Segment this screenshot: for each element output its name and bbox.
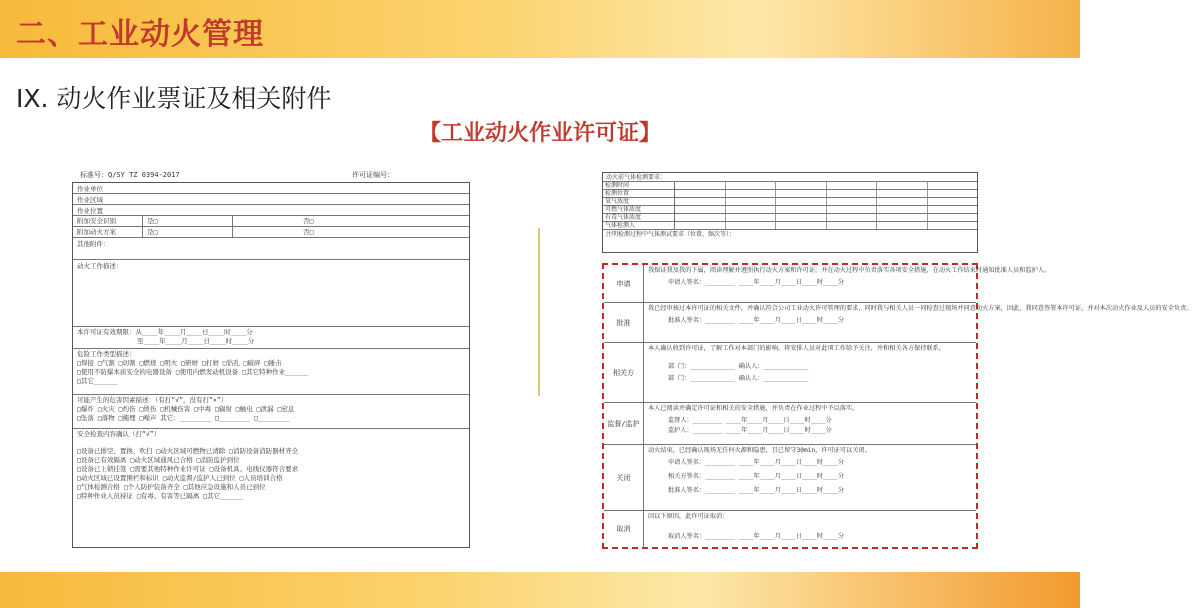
unit-label: 作业单位 [77,185,103,193]
approve-label: 批准 [604,303,644,342]
close-signature: 申请人签名：________ ____年____月____日____时____分 [668,459,845,466]
close-text: 动火结束，已经确认现场无任何火源和隐患，且已留守30min，许可证可以关闭。 [648,447,871,454]
gas-row [603,222,977,230]
gas-cell [928,198,978,205]
gas-row [603,214,977,222]
types-label: 危险工作类型描述： [77,350,136,358]
approval-row [604,511,976,547]
gas-row [603,182,977,190]
apply-label: 申请 [604,265,644,302]
gas-cell [675,214,726,221]
cancel-label: 取消 [604,511,644,547]
attach2-yes: 是□ [143,227,233,237]
gas-row-label: 检测位置 [603,190,675,197]
approve-text: 我已经审核过本许可证的相关文件，并确认符合公司工业动火许可管理的要求，同时我与相关人员一同检查过现场并同意动火方案，因此，我同意签署本许可证，并对本次动火作业及人员的安全负责。 [648,305,1193,312]
approval-row [604,343,976,403]
hazards-row: □爆炸 □火灾 □灼伤 □烫伤 □机械伤害 □中毒 □辐射 □触电 □泄漏 □窒息 [77,405,295,413]
gas-note: 注明检测过程中气体测试要求（位置、频次等）： [606,231,736,238]
gas-cell [877,190,928,197]
gas-cell [827,190,878,197]
form-row [73,216,469,227]
gas-header: 动火前气体检测要求： [603,173,977,182]
gas-cell [928,206,978,213]
gas-cell [675,182,726,189]
gas-cell [726,206,777,213]
gas-cell [827,206,878,213]
gas-cell [776,222,827,229]
gas-cell [827,182,878,189]
supervise-text: 本人已阅读并确定许可证和相关的安全措施，并负责在作业过程中予以落实。 [648,405,859,412]
related-signature: 部 门：____________ 确认人：____________ [668,375,809,382]
gas-cell [776,182,827,189]
apply-text: 我保证我及我的下属，阅读理解并遵照执行动火方案和许可证，并在动火过程中负责落实各项安全措施，在动火工作结束时通知批准人员和监护人。 [648,267,1051,274]
form-row [73,227,469,238]
gas-cell [675,206,726,213]
permit-form-table [72,182,470,548]
gas-cell [726,214,777,221]
gas-cell [877,222,928,229]
gas-row [603,198,977,206]
form-row [73,429,469,547]
permit-form-page-1 [72,170,472,550]
approval-row [604,445,976,511]
area-label: 作业区域 [77,196,103,204]
form-row [73,205,469,216]
gas-row-label: 检测时间 [603,182,675,189]
check-row: □动火区域已设置围栏和标识 □动火监督/监护人已到位 □人员培训合格 [77,474,283,482]
gas-row-label: 气体检测人 [603,222,675,229]
gas-cell [726,222,777,229]
section-title: 二、工业动火管理 [16,17,264,52]
close-label: 关闭 [604,445,644,510]
gas-cell [877,198,928,205]
form-row [73,260,469,327]
permit-number: 许可证编号： [352,171,394,179]
attach1-yes: 是□ [143,216,233,226]
attach2-label: 附加动火方案 [73,227,143,237]
gas-cell [776,198,827,205]
types-row: □其它______ [77,377,118,385]
gas-cell [827,198,878,205]
gas-cell [726,182,777,189]
permit-form-page-2 [602,172,1193,550]
approval-row [604,403,976,445]
gas-test-table [602,172,978,253]
gas-cell [877,182,928,189]
related-signature: 部 门：____________ 确认人：____________ [668,363,809,370]
gas-cell [776,190,827,197]
attach1-no: 否□ [303,217,314,225]
types-row: □焊接 □气割 □切割 □燃烧 □明火 □研磨 □打磨 □钻孔 □破碎 □锤击 [77,359,282,367]
form-row [73,349,469,395]
gas-row-label: 可燃气体浓度 [603,206,675,213]
form-row [73,183,469,194]
gas-row [603,190,977,198]
form-row [73,238,469,260]
gas-cell [827,214,878,221]
gas-row-label: 有毒气体浓度 [603,214,675,221]
gas-cell [928,190,978,197]
form-row [73,194,469,205]
other-attach-label: 其他附件： [77,240,110,248]
supervise-label: 监督/监护 [604,403,644,444]
supervise-signature: 监督人：________ ____年____月____日____时____分 [668,417,832,424]
desc-label: 动火工作描述： [77,262,123,270]
gas-row [603,206,977,214]
gas-cell [726,198,777,205]
divider-line [538,228,540,396]
gas-cell [877,206,928,213]
document-title: 【工业动火作业许可证】 [418,121,661,146]
supervise-signature: 监护人：________ ____年____月____日____时____分 [668,427,832,434]
hazards-label: 可能产生的危害因素描述：（有打“√”，没有打“×”） [77,396,228,404]
validity-line: 本许可证有效期限：从____年____月____日____时____分 [77,328,253,336]
related-label: 相关方 [604,343,644,402]
check-row: □气体检测合格 □个人防护装备齐全 □其他应急设施和人员已到位 [77,483,266,491]
check-row: □特种作业人员持证 □有毒、有害等已隔离 □其它______ [77,492,244,500]
slide-subtitle: IX. 动火作业票证及相关附件 [16,84,332,113]
approve-signature: 批准人签名：________ ____年____月____日____时____分 [668,317,845,324]
gas-cell [776,214,827,221]
cancel-text: 因以下原因，此许可证取消： [648,513,729,520]
check-label: 安全检查内容确认（打“√”） [77,430,161,438]
top-banner [0,0,1080,58]
attach2-no: 否□ [303,228,314,236]
gas-cell [827,222,878,229]
location-label: 作业位置 [77,207,103,215]
bottom-banner [0,572,1080,608]
standard-number: 标准号：Q/SY TZ 0394-2017 [80,171,180,179]
hazards-row: □坠落 □落物 □掩埋 □噪声 其它：________ □________ □________ [77,414,290,422]
approval-row [604,303,1193,343]
gas-cell [726,190,777,197]
validity-line-2: 至____年____月____日____时____分 [137,337,255,345]
cancel-signature: 取消人签名：________ ____年____月____日____时____分 [668,533,845,540]
gas-cell [776,206,827,213]
gas-cell [928,222,978,229]
related-text: 本人确认收到许可证，了解工作对本部门的影响，将安排人员对此项工作给予关注，并和相关各方保持联系。 [648,345,945,352]
form-row [73,395,469,429]
gas-cell [877,214,928,221]
form-row [73,327,469,349]
check-row: □设备已排空、置换、吹扫 □动火区域可燃物已清除 □消防设备消防器材齐全 [77,447,299,455]
types-row: □使用不防爆本质安全的电器设备 □使用内燃发动机设备 □其它特种作业______ [77,368,309,376]
close-signature: 批准人签名：________ ____年____月____日____时____分 [668,487,845,494]
approval-row [604,265,1051,303]
gas-cell [675,190,726,197]
gas-cell [675,222,726,229]
gas-cell [928,182,978,189]
approval-section [602,263,1193,549]
apply-signature: 申请人签名：________ ____年____月____日____时____分 [668,279,845,286]
gas-cell [675,198,726,205]
gas-cell [928,214,978,221]
attach1-label: 附加安全识别 [73,216,143,226]
check-row: □设备已有效隔离 □动火区域通风已合格 □消防监护到位 [77,456,240,464]
close-signature: 相关方签名：________ ____年____月____日____时____分 [668,473,845,480]
check-row: □设备已上锁挂签 □需要其他特种作业许可证 □设备机具、电线仪器符合要求 [77,465,299,473]
gas-row-label: 氧气浓度 [603,198,675,205]
